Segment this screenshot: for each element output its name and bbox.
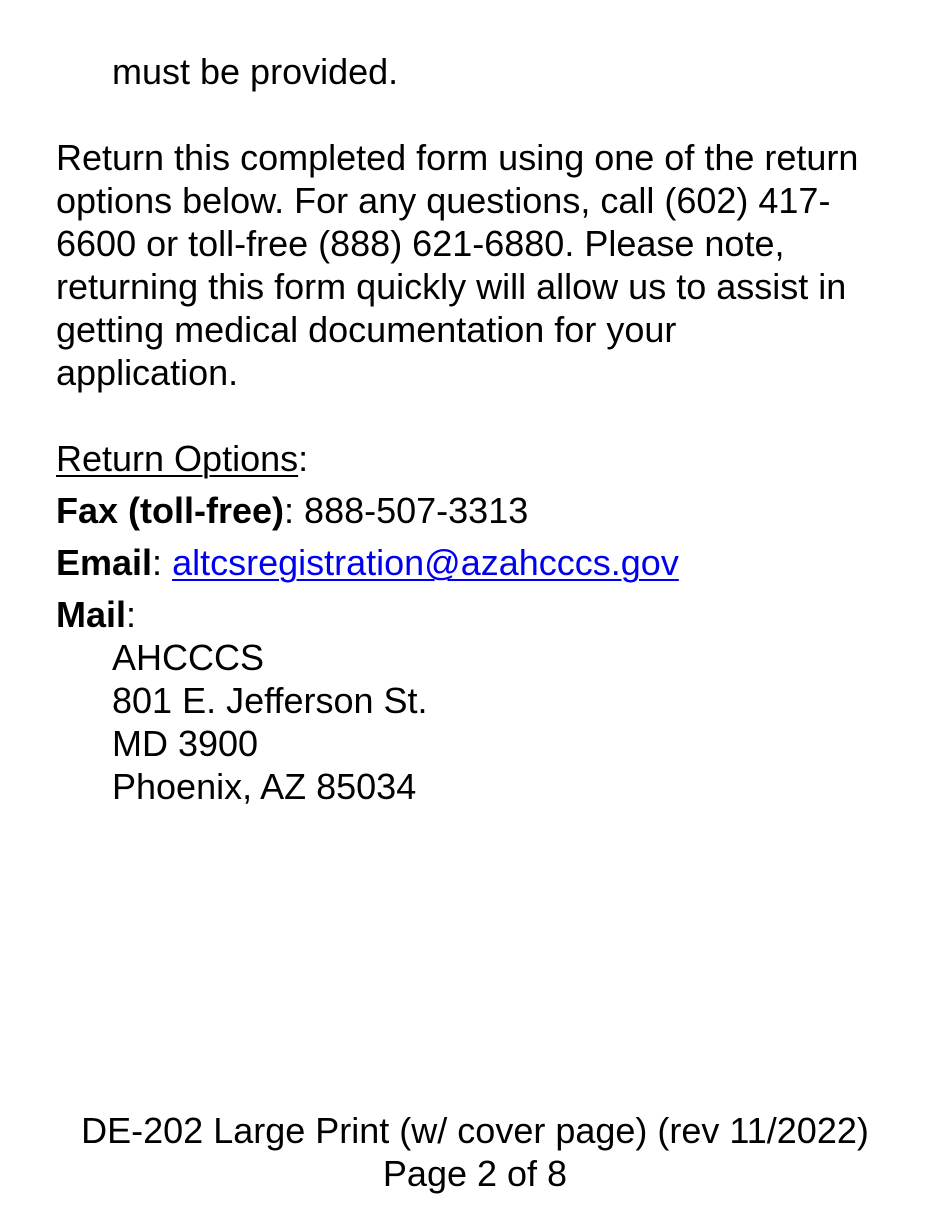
return-options-heading — [56, 437, 308, 480]
intro-continuation: must be provided. — [112, 51, 399, 92]
fax-option — [56, 489, 528, 532]
address-line: AHCCCS — [112, 637, 265, 678]
instructions-line: Return this completed form using one of the return — [56, 137, 859, 178]
instructions-line: options below. For any questions, call (602) 417- — [56, 180, 831, 221]
email-separator: : — [152, 542, 173, 583]
address-line: 801 E. Jefferson St. — [112, 680, 428, 721]
email-link[interactable]: altcsregistration@azahcccs.gov — [172, 542, 679, 583]
return-options-heading-suffix: : — [298, 438, 309, 479]
mail-label: Mail — [56, 594, 127, 635]
address-line: MD 3900 — [112, 723, 259, 764]
footer-page-number: Page 2 of 8 — [382, 1153, 568, 1194]
email-label: Email — [56, 542, 153, 583]
instructions-line: 6600 or toll-free (888) 621-6880. Please note, — [56, 223, 785, 264]
fax-separator: : — [284, 490, 305, 531]
address-line: Phoenix, AZ 85034 — [112, 766, 417, 807]
mail-option — [56, 593, 136, 636]
email-option — [56, 541, 679, 584]
return-options-heading-text: Return Options — [56, 438, 299, 479]
instructions-line: returning this form quickly will allow us to assist in — [56, 266, 847, 307]
instructions-line: application. — [56, 352, 239, 393]
instructions-line: getting medical documentation for your — [56, 309, 677, 350]
fax-number: 888-507-3313 — [304, 490, 529, 531]
fax-label: Fax (toll-free) — [56, 490, 285, 531]
footer-form-id: DE-202 Large Print (w/ cover page) (rev 11/2022) — [81, 1110, 869, 1151]
mail-separator: : — [126, 594, 137, 635]
